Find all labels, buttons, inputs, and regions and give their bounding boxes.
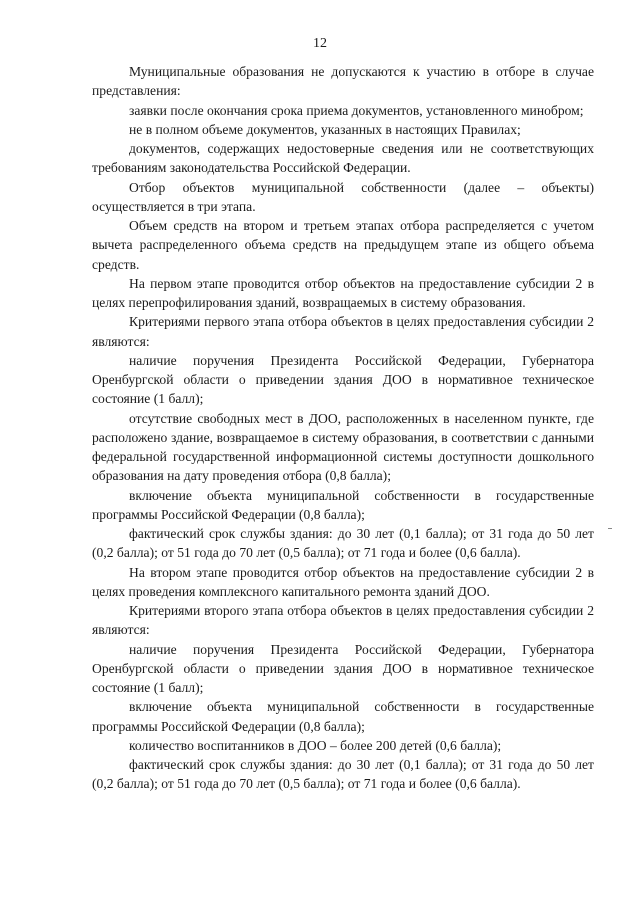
scan-mark — [608, 528, 612, 529]
paragraph: На первом этапе проводится отбор объектов на предоставление субсидии 2 в целях перепрофилирования зданий, возвращаемых в систему образования. — [92, 275, 594, 310]
paragraph: Муниципальные образования не допускаются к участию в отборе в случае представления: — [92, 64, 594, 99]
paragraph: Отбор объектов муниципальной собственности (далее – объекты) осуществляется в три этапа. — [92, 179, 594, 214]
paragraph: наличие поручения Президента Российской Федерации, Губернатора Оренбургской области о приведении здания ДОО в нормативное техническое состояние (1 балл); — [92, 352, 594, 407]
paragraph: количество воспитанников в ДОО – более 200 детей (0,6 балла); — [129, 737, 502, 753]
paragraph: Критериями второго этапа отбора объектов в целях предоставления субсидии 2 являются: — [92, 603, 594, 638]
paragraph: фактический срок службы здания: до 30 лет (0,1 балла); от 31 года до 50 лет (0,2 балла); от 51 года до 70 лет (0,5 балла); от 71 года и более (0,6 балла). — [92, 526, 594, 561]
paragraph: наличие поручения Президента Российской Федерации, Губернатора Оренбургской области о приведении здания ДОО в нормативное техническое состояние (1 балл); — [92, 641, 594, 695]
paragraph: не в полном объеме документов, указанных в настоящих Правилах; — [129, 121, 521, 137]
paragraph: отсутствие свободных мест в ДОО, расположенных в населенном пункте, где расположено здание, возвращаемое в систему образования, в соответствии с данными федеральной государственной информационной системы доступности дошкольного образования на дату проведения отбора (0,8 балла); — [92, 410, 594, 484]
page-number: 12 — [313, 36, 327, 51]
document-body — [92, 62, 594, 794]
paragraph: фактический срок службы здания: до 30 лет (0,1 балла); от 31 года до 50 лет (0,2 балла); от 51 года до 70 лет (0,5 балла); от 71 года и более (0,6 балла). — [92, 757, 594, 792]
paragraph: На втором этапе проводится отбор объектов на предоставление субсидии 2 в целях проведения комплексного капитального ремонта зданий ДОО. — [92, 564, 594, 599]
paragraph: включение объекта муниципальной собственности в государственные программы Российской Федерации (0,8 балла); — [92, 699, 594, 734]
paragraph: Критериями первого этапа отбора объектов в целях предоставления субсидии 2 являются: — [92, 314, 594, 349]
paragraph: заявки после окончания срока приема документов, установленного минобром; — [129, 102, 584, 118]
paragraph: документов, содержащих недостоверные сведения или не соответствующих требованиям законодательства Российской Федерации. — [92, 141, 594, 176]
paragraph: включение объекта муниципальной собственности в государственные программы Российской Федерации (0,8 балла); — [92, 487, 594, 522]
paragraph: Объем средств на втором и третьем этапах отбора распределяется с учетом вычета распределенного объема средств на предыдущем этапе из общего объема средств. — [92, 218, 594, 272]
